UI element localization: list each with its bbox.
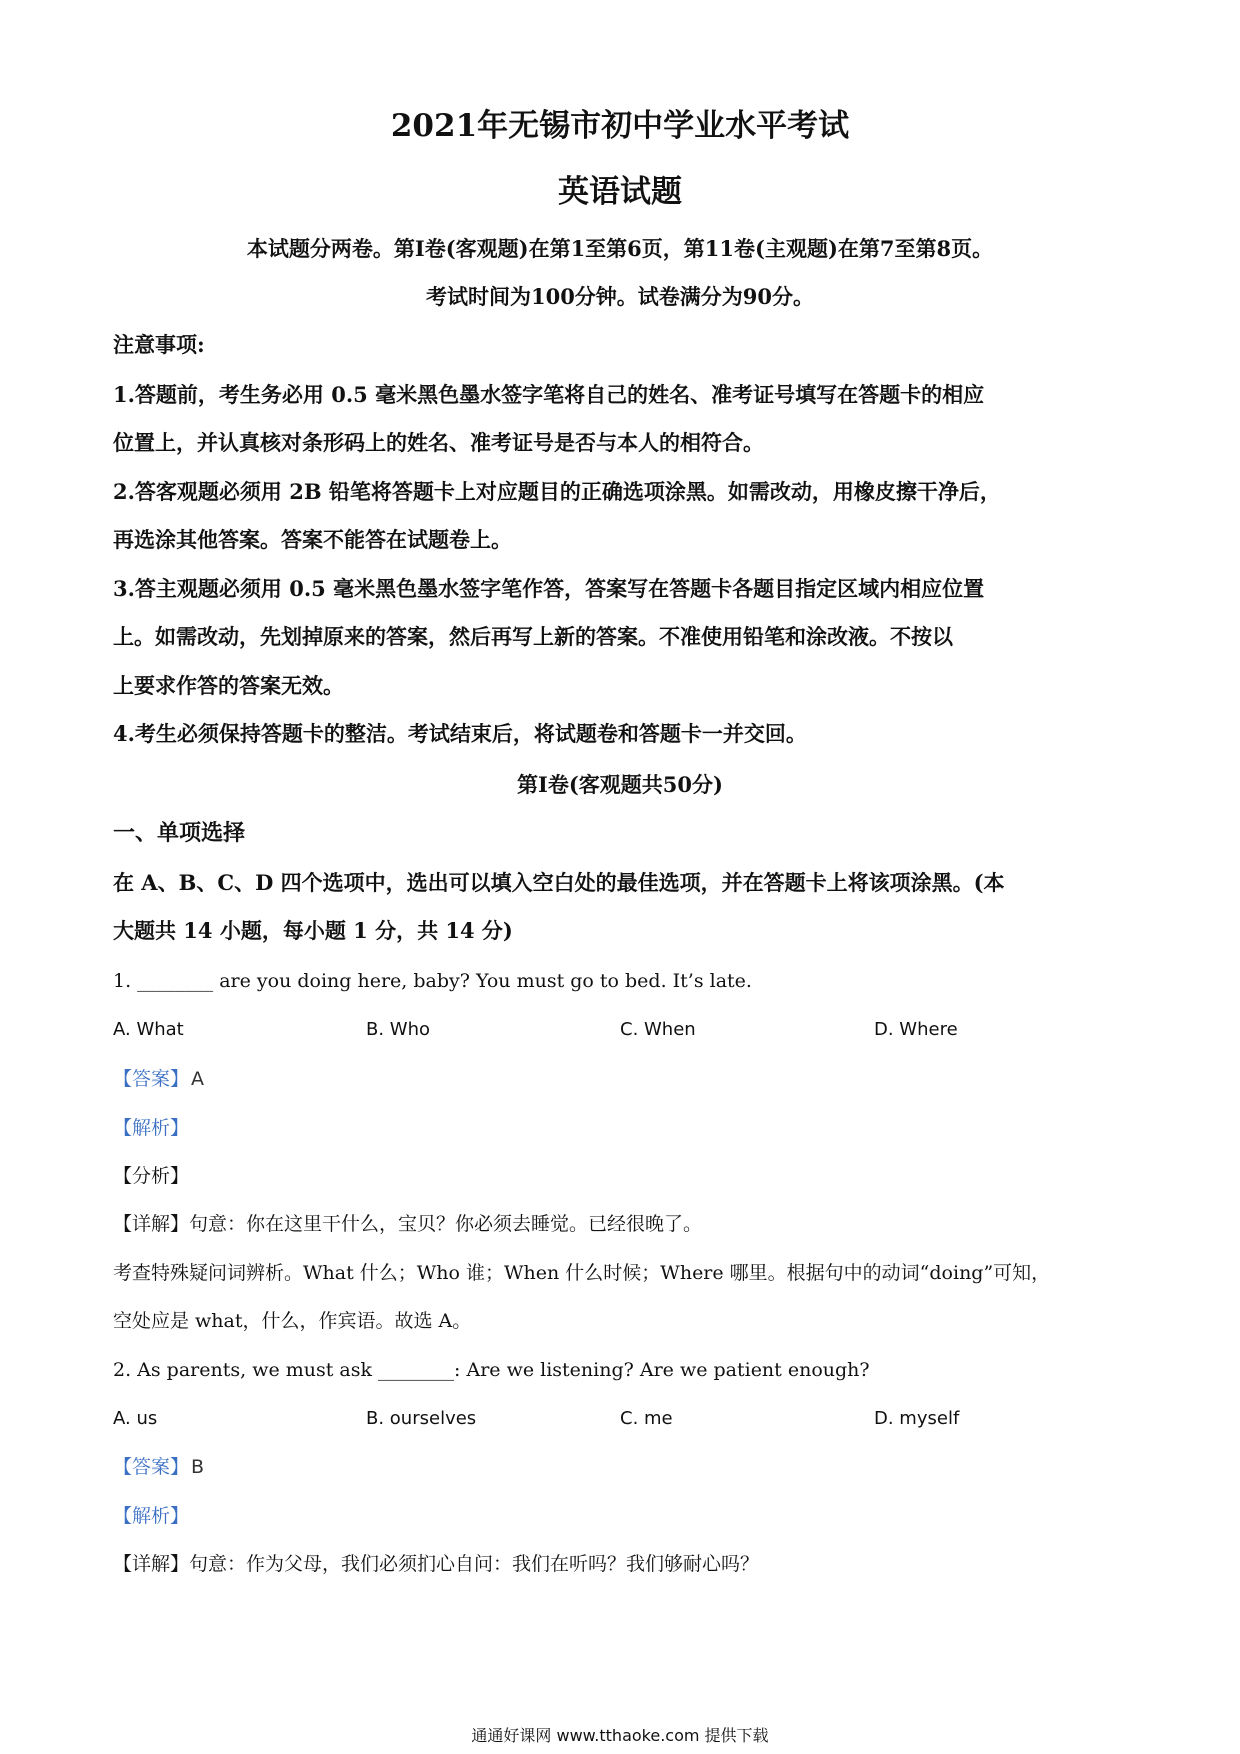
question-2-option-d: D. myself: [874, 1408, 960, 1429]
note-4-line-1: 4.考生必须保持答题卡的整洁。考试结束后，将试题卷和答题卡一并交回。: [113, 721, 807, 746]
page-subtitle: 英语试题: [558, 174, 682, 210]
question-2-option-c: C. me: [620, 1408, 673, 1429]
note-2-line-2: 再选涂其他答案。答案不能答在试题卷上。: [113, 527, 512, 552]
question-2-option-b: B. ourselves: [366, 1408, 477, 1429]
note-2-line-1: 2.答客观题必须用 2B 铅笔将答题卡上对应题目的正确选项涂黑。如需改动，用橡皮擦干净后，: [113, 479, 1001, 504]
page-footer: 通通好课网 www.tthaoke.com 提供下载: [471, 1726, 769, 1745]
part-1-heading: 第I卷(客观题共50分): [517, 772, 723, 797]
page-title: 2021年无锡市初中学业水平考试: [390, 108, 850, 144]
question-1-stem: 1. ________ are you doing here, baby? You must go to bed. It’s late.: [113, 970, 752, 992]
section-title: 一、单项选择: [113, 820, 246, 846]
intro-line-2: 考试时间为100分钟。试卷满分为90分。: [425, 284, 815, 309]
question-1-option-a: A. What: [113, 1019, 184, 1040]
question-2-answer: [113, 1452, 204, 1482]
instruction-line-1: 在 A、B、C、D 四个选项中，选出可以填入空白处的最佳选项，并在答题卡上将该项涂黑。(本: [113, 870, 1005, 895]
question-1-detail-line-1: 【详解】句意：你在这里干什么，宝贝？你必须去睡觉。已经很晚了。: [113, 1213, 703, 1235]
note-3-line-2: 上。如需改动，先划掉原来的答案，然后再写上新的答案。不准使用铅笔和涂改液。不按以: [113, 624, 953, 649]
question-2-analysis-label: 【解析】: [113, 1505, 190, 1527]
question-2-detail-line-1: 【详解】句意：作为父母，我们必须扪心自问：我们在听吗？我们够耐心吗？: [113, 1553, 760, 1575]
question-1-fenxi-label: 【分析】: [113, 1165, 190, 1187]
notes-heading: 注意事项:: [113, 332, 205, 357]
question-2-option-a: A. us: [113, 1408, 158, 1429]
question-1-detail-line-3: 空处应是 what，什么，作宾语。故选 A。: [113, 1310, 472, 1332]
note-1-line-2: 位置上，并认真核对条形码上的姓名、准考证号是否与本人的相符合。: [113, 430, 764, 455]
question-2-stem: 2. As parents, we must ask ________: Are we listening? Are we patient enough?: [113, 1359, 870, 1381]
question-1-option-c: C. When: [620, 1019, 696, 1040]
question-1-answer: [113, 1064, 204, 1094]
intro-line-1: 本试题分两卷。第I卷(客观题)在第1至第6页，第11卷(主观题)在第7至第8页。: [246, 236, 994, 261]
note-3-line-1: 3.答主观题必须用 0.5 毫米黑色墨水签字笔作答，答案写在答题卡各题目指定区域内相应位置: [113, 576, 985, 601]
question-1-option-d: D. Where: [874, 1019, 958, 1040]
answer-label: 【答案】: [113, 1068, 190, 1090]
question-1-analysis-label: 【解析】: [113, 1117, 190, 1139]
answer-label: 【答案】: [113, 1456, 190, 1478]
question-1-option-b: B. Who: [366, 1019, 431, 1040]
answer-value: A: [191, 1068, 205, 1090]
answer-value: B: [191, 1456, 205, 1478]
question-1-detail-line-2: 考查特殊疑问词辨析。What 什么；Who 谁；When 什么时候；Where 哪里。根据句中的动词“doing”可知，: [113, 1262, 1051, 1284]
note-1-line-1: 1.答题前，考生务必用 0.5 毫米黑色墨水签字笔将自己的姓名、准考证号填写在答题卡的相应: [113, 382, 985, 407]
instruction-line-2: 大题共 14 小题，每小题 1 分，共 14 分): [113, 918, 513, 943]
note-3-line-3: 上要求作答的答案无效。: [113, 673, 344, 698]
